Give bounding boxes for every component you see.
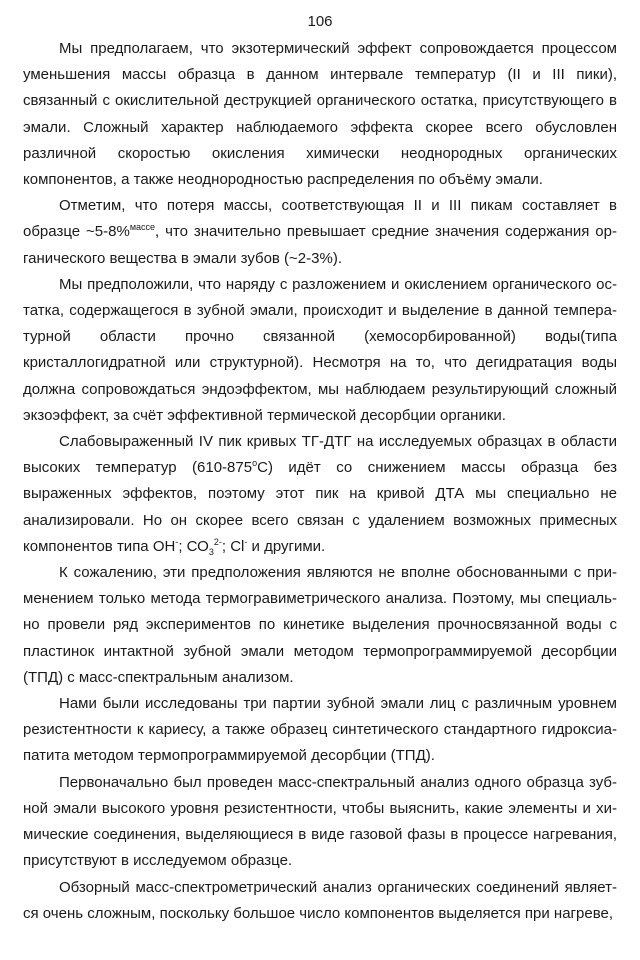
paragraph-enamel-batches: Нами были исследованы три партии зубной эмали лиц с различным уровнем резистентности к кариесу, а также образец синтетического стандартного гидроксиапатита методом термопрограммируемой десорбции (ТПД). — [23, 695, 617, 765]
superscript-chloride-charge: - — [244, 536, 248, 547]
paragraph-tpd-experiments: К сожалению, эти предположения являются не вполне обоснованными с применением только метода термогравиметрического анализа. Поэтому, мы специально провели ряд экспериментов по кинетике выделения прочносвязанной воды с пластинок интактной зубной эмали методом термопрограммируемой десорбции (ТПД) с масс-спектральным анализом. — [23, 564, 617, 686]
paragraph-overview-analysis: Обзорный масс-спектрометрический анализ органических соединений является очень сложным, поскольку большое число компонентов выделяется при нагреве, — [23, 878, 617, 922]
superscript-carbonate-charge: 2- — [213, 536, 222, 547]
text-segment: Слабовыраженный IV пик кривых ТГ-ДТГ на исследуемых образцах в области высоких температур (610-875 — [23, 433, 617, 477]
text-segment: , что значительно превышает средние значения содержания органического вещества в эмали зубов (~2-3%). — [23, 223, 617, 267]
text-segment: С) идёт со снижением массы образца без выраженных эффектов, поэтому этот пик на кривой ДТА мы специально не анализировали. Но он скорее всего связан с удалением возможных примесных компонентов типа ОН — [23, 459, 617, 555]
text-segment: ; СО — [178, 537, 209, 555]
superscript-hydroxide-charge: - — [175, 536, 179, 547]
paragraph-peak-iv — [23, 429, 617, 560]
text-segment: Отметим, что потеря массы, соответствующая II и III пикам составляет в образце ~5-8% — [23, 197, 617, 241]
text-segment: ; Cl — [221, 537, 245, 555]
body-text — [23, 36, 617, 927]
superscript-degree: о — [252, 458, 258, 469]
text-segment: и другими. — [247, 537, 326, 555]
superscript-mass: массе — [129, 222, 156, 233]
paragraph-water-release: Мы предположили, что наряду с разложением и окислением органического остатка, содержащегося в зубной эмали, происходит и выделение в данной температурной области прочно связанной (хемосорбированной) воды(типа кристаллогидратной или структурной). Несмотря на то, что дегидратация воды должна сопровождаться эндоэффектом, мы наблюдаем результирующий сложный экзоэффект, за счёт эффективной термической десорбции органики. — [23, 275, 617, 424]
paragraph-exothermic-effect: Мы предполагаем, что экзотермический эффект сопровождается процессом уменьшения массы образца в данном интервале температур (II и III пики), связанный с окислительной деструкцией органического остатка, присутствующего в эмали. Сложный характер наблюдаемого эффекта скорее всего обусловлен различной скоростью окисления химически неоднородных органических компонентов, а также неоднородностью распределения по объёму эмали. — [23, 40, 617, 189]
subscript-carbonate-index: 3 — [208, 546, 214, 557]
paragraph-mass-spectral-analysis: Первоначально был проведен масс-спектральный анализ одного образца зубной эмали высокого уровня резистентности, чтобы выяснить, какие элементы и химические соединения, выделяющиеся в виде газовой фазы в процессе нагревания, присутствуют в исследуемом образце. — [23, 773, 617, 870]
page-number: 106 — [307, 13, 333, 30]
paragraph-mass-loss — [23, 193, 617, 272]
